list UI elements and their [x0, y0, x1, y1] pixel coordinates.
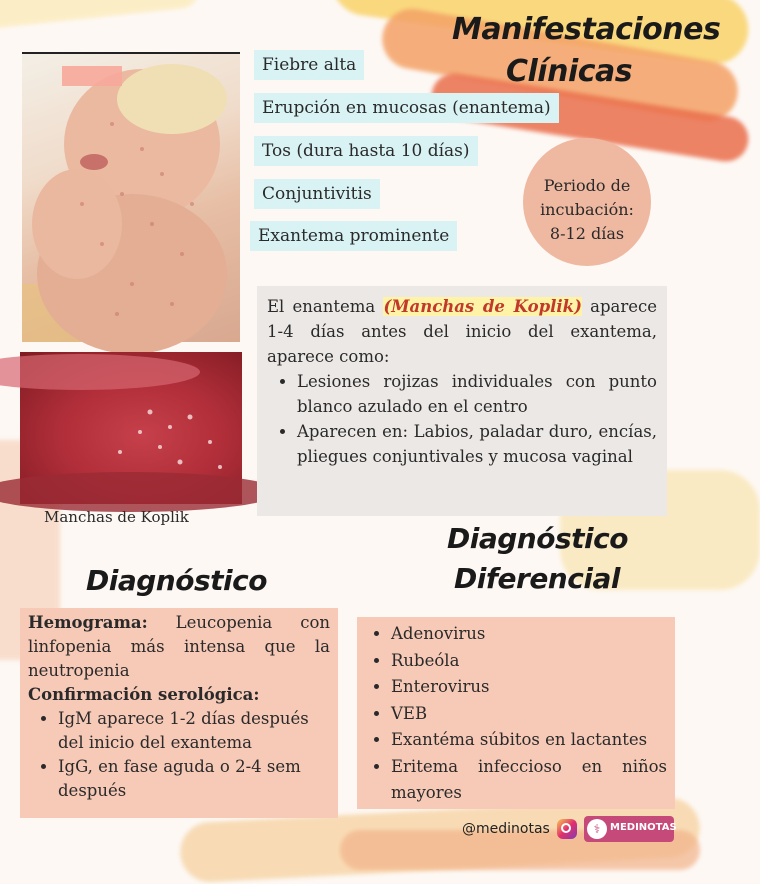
diferencial-item-5: • Exantéma súbitos en lactantes — [391, 727, 667, 754]
symptom-fiebre: Fiebre alta — [254, 50, 364, 80]
title-line-1: Manifestaciones — [452, 12, 721, 47]
diferencial-title-line-1: Diagnóstico — [447, 522, 628, 555]
koplik-intro-before: El enantema — [267, 297, 376, 316]
symptom-exantema: Exantema prominente — [250, 221, 457, 251]
instagram-handle[interactable]: @medinotas — [462, 821, 550, 837]
brand-badge — [584, 816, 677, 842]
symptom-tos: Tos (dura hasta 10 días) — [254, 136, 478, 166]
koplik-intro-after: aparece 1-4 días antes del inicio del exantema, aparece como: — [267, 297, 658, 366]
serologia-label: Confirmación serológica: — [28, 685, 260, 704]
symptom-erupcion: Erupción en mucosas (enantema) — [254, 93, 559, 123]
incubation-line-3: 8-12 días — [549, 224, 625, 243]
diagnostico-box — [20, 608, 338, 818]
brand-name: MEDINOTAS — [610, 822, 677, 833]
serologia-bullet-1: • IgM aparece 1-2 días después del inicio del exantema — [58, 707, 330, 755]
caduceus-icon: ⚕ — [587, 819, 607, 839]
instagram-icon-lens — [561, 823, 571, 833]
serologia-bullet-2: • IgG, en fase aguda o 2-4 sem después — [58, 755, 330, 803]
diferencial-box — [357, 617, 675, 809]
baby-rash-photo — [22, 52, 240, 342]
instagram-icon[interactable] — [557, 819, 577, 839]
mouth-illustration — [20, 352, 242, 504]
koplik-highlight: (Manchas de Koplik) — [383, 297, 582, 316]
baby-illustration — [22, 54, 240, 342]
diferencial-item-4: • VEB — [391, 701, 667, 728]
title-line-2: Clínicas — [506, 54, 633, 89]
diagnostico-title: Diagnóstico — [86, 564, 267, 597]
diferencial-item-1: • Adenovirus — [391, 621, 667, 648]
koplik-spots-photo — [20, 352, 242, 504]
incubation-line-2: incubación: — [540, 200, 634, 219]
photo-caption: Manchas de Koplik — [44, 508, 189, 526]
koplik-info-box — [257, 286, 667, 516]
incubation-line-1: Periodo de — [543, 176, 631, 195]
koplik-bullet-2: • Aparecen en: Labios, paladar duro, encías, pliegues conjuntivales y mucosa vaginal — [297, 419, 657, 469]
yellow-corner-stroke — [0, 0, 201, 33]
symptom-conjuntivitis: Conjuntivitis — [254, 179, 380, 209]
diferencial-item-6: • Eritema infeccioso en niños mayores — [391, 754, 667, 807]
diferencial-title-line-2: Diferencial — [454, 562, 620, 595]
hemograma-label: Hemograma: — [28, 613, 148, 632]
incubation-circle — [523, 138, 651, 266]
hemograma-paragraph — [28, 611, 330, 683]
diferencial-item-3: • Enterovirus — [391, 674, 667, 701]
diferencial-item-2: • Rubeóla — [391, 648, 667, 675]
hemograma-text: Leucopenia con linfopenia más intensa que la neutropenia — [28, 613, 331, 680]
koplik-bullet-1: • Lesiones rojizas individuales con punto blanco azulado en el centro — [297, 369, 657, 419]
koplik-intro — [267, 294, 657, 369]
